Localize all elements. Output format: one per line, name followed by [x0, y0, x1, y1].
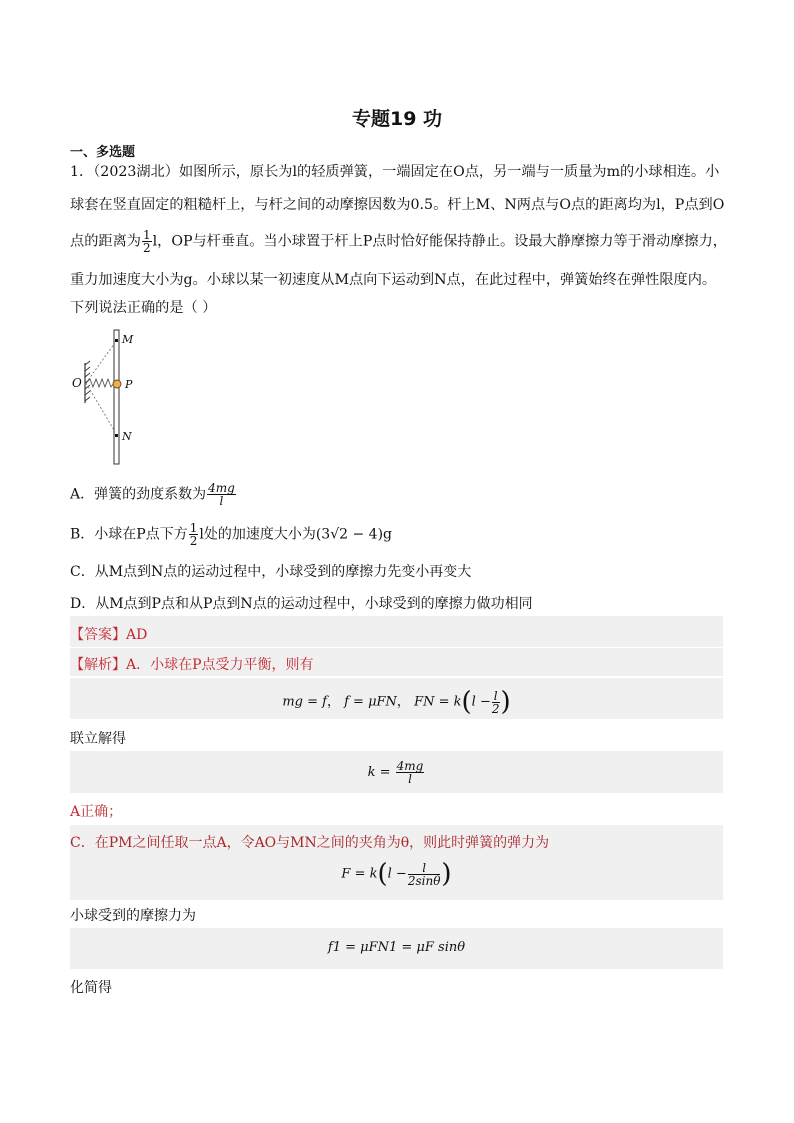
analysis-a-text: A．小球在P点受力平衡，则有 — [126, 657, 314, 673]
analysis-label: 【解析】 — [70, 657, 126, 673]
eq2-pre: k = — [367, 765, 391, 780]
eq1-part-a: mg = f — [282, 694, 327, 710]
option-a — [70, 482, 237, 507]
option-b-post: l处的加速度大小为(3√2 − 4)g — [199, 526, 392, 543]
fraction-half — [142, 229, 152, 254]
option-a-fraction — [207, 482, 236, 507]
eq3-den: 2sinθ — [407, 873, 441, 888]
eq2-num: 4mg — [396, 759, 424, 773]
answer-box — [70, 616, 723, 647]
eq3-pre: F = k — [341, 866, 378, 882]
eq2-den: l — [408, 772, 412, 786]
eq1-den: 2 — [491, 701, 500, 716]
eq3-inner: l − — [387, 866, 407, 882]
equation-2-box — [70, 751, 723, 793]
simplify-text: 化简得 — [70, 980, 112, 996]
eq1-fraction — [492, 690, 500, 715]
eq1-num: l — [493, 688, 498, 703]
equation-1: mg = f， f = μFN， FN = k(l − $\frac{l}{2}$ ) — [282, 687, 511, 717]
equation-1-box — [70, 678, 723, 719]
question-line-3-post: l，OP与杆垂直。当小球置于杆上P点时恰好能保持静止。设最大静摩擦力等于滑动摩擦力， — [152, 233, 727, 250]
label-p: P — [125, 378, 133, 391]
option-b-text: B．小球在P点下方 — [70, 526, 188, 543]
page-title: 专题19 功 — [351, 108, 443, 130]
friction-text: 小球受到的摩擦力为 — [70, 908, 196, 924]
option-a-text: A．弹簧的劲度系数为 — [70, 486, 207, 503]
joint-solve-text: 联立解得 — [70, 731, 126, 747]
spring — [86, 379, 114, 387]
eq1-part-c: FN = k — [414, 694, 462, 710]
question-line-2: 球套在竖直固定的粗糙杆上，与杆之间的动摩擦因数为0.5。杆上M、N两点与O点的距离均为l，P点到O — [70, 197, 725, 213]
option-b-num: 1 — [189, 521, 198, 535]
ball — [113, 380, 121, 388]
eq3-num: l — [408, 862, 441, 875]
label-m: M — [122, 333, 134, 346]
figure-svg — [70, 328, 140, 468]
label-o: O — [72, 376, 82, 390]
equation-4: f1 = μFN1 = μF sinθ — [327, 940, 466, 955]
question-line-5: 下列说法正确的是（ ） — [70, 300, 217, 316]
option-a-num: 4mg — [208, 481, 235, 495]
question-line-1: 1．（2023湖北）如图所示，原长为l的轻质弹簧，一端固定在O点，另一端与一质量为m的小球相连。小 — [70, 164, 720, 180]
analysis-header-box — [70, 648, 723, 676]
question-line-4: 重力加速度大小为g。小球以某一初速度从M点向下运动到N点，在此过程中，弹簧始终在弹性限度内。 — [70, 272, 717, 288]
spring-rod-figure — [70, 328, 140, 472]
fraction-denominator: 2 — [142, 241, 151, 255]
a-correct-text: A正确； — [70, 804, 123, 820]
equation-4-box — [70, 928, 723, 969]
point-n-mark — [115, 434, 118, 437]
option-b — [70, 522, 392, 547]
eq2-fraction — [396, 760, 425, 785]
eq3-fraction — [408, 862, 441, 887]
om-dashed-line — [86, 340, 117, 383]
equation-3-box — [70, 825, 723, 900]
eq1-part-b: f = μFN — [344, 694, 397, 710]
answer-label: 【答案】 — [70, 627, 126, 643]
answer-text — [70, 624, 147, 644]
question-line-3-pre: 点的距离为 — [70, 233, 141, 250]
vertical-rod — [114, 330, 119, 464]
question-line-3 — [70, 229, 727, 254]
analysis-text — [70, 654, 314, 674]
equation-2 — [70, 760, 723, 785]
label-n: N — [122, 430, 132, 443]
on-dashed-line — [86, 383, 117, 435]
fraction-numerator: 1 — [142, 228, 151, 242]
eq1-inner: l − — [471, 694, 491, 710]
option-b-den: 2 — [189, 534, 198, 548]
option-d: D．从M点到P点和从P点到N点的运动过程中，小球受到的摩擦力做功相同 — [70, 596, 533, 612]
equation-3: F = k(l − $\frac{l}{2\sin\theta}$ ) — [341, 859, 452, 889]
section-heading: 一、多选题 — [70, 145, 136, 160]
point-m-mark — [115, 339, 118, 342]
option-c: C．从M点到N点的运动过程中，小球受到的摩擦力先变小再变大 — [70, 564, 472, 580]
option-b-fraction — [189, 522, 199, 547]
analysis-c-text: C．在PM之间任取一点A，令AO与MN之间的夹角为θ，则此时弹簧的弹力为 — [70, 835, 550, 851]
answer-value: AD — [126, 627, 148, 643]
option-a-den: l — [219, 494, 224, 508]
